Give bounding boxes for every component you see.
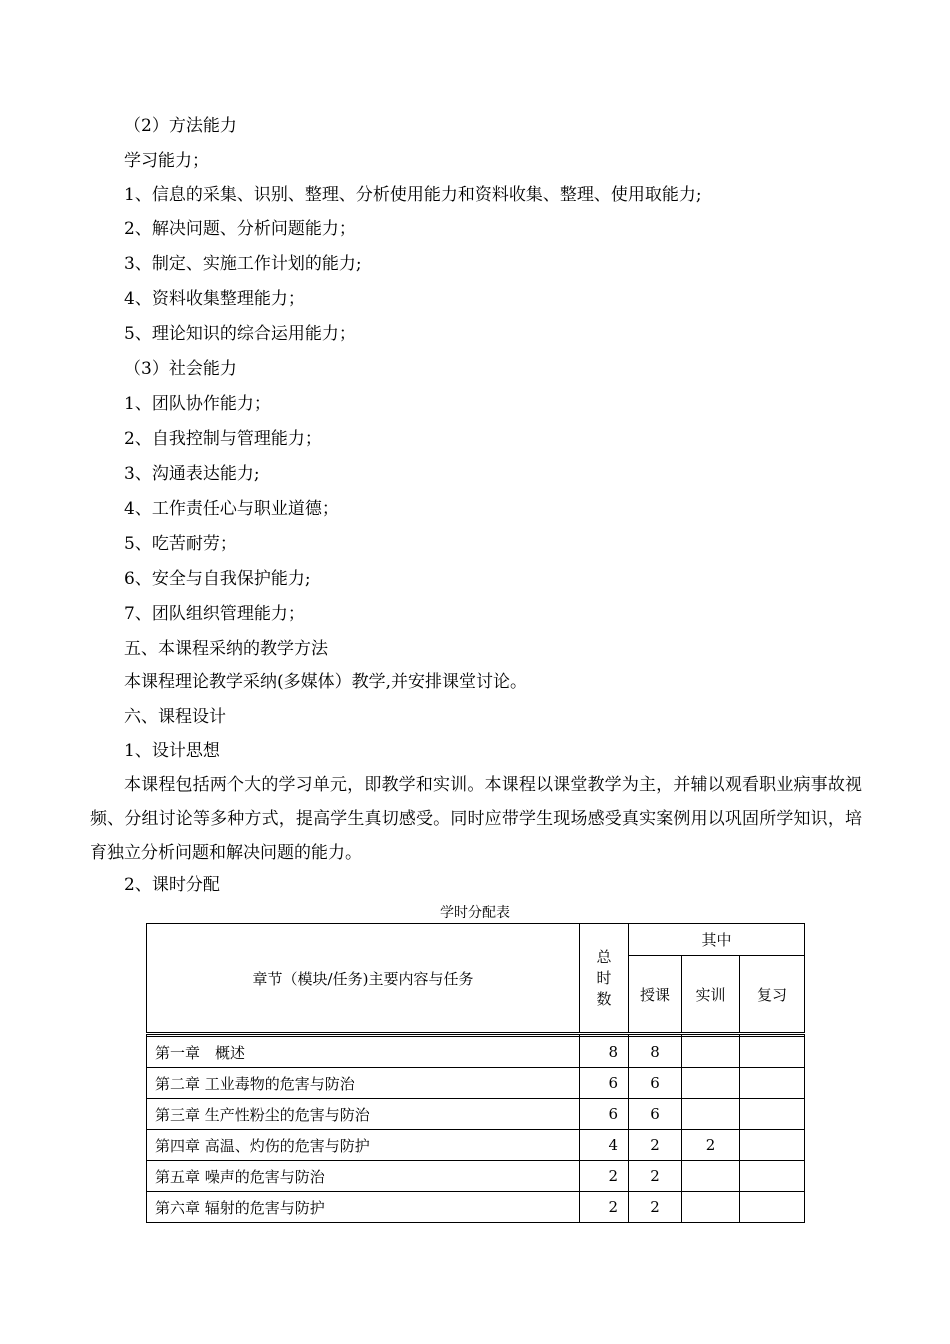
chapter-name: 第一章 概述 bbox=[147, 1037, 580, 1068]
list-item: 3、沟通表达能力; bbox=[124, 464, 260, 484]
list-item: 5、吃苦耐劳； bbox=[124, 534, 237, 554]
list-item: 1、信息的采集、识别、整理、分析使用能力和资料收集、整理、使用取能力; bbox=[124, 185, 702, 205]
lecture-hours: 6 bbox=[629, 1099, 682, 1130]
chapter-name: 第四章 高温、灼伤的危害与防护 bbox=[147, 1130, 580, 1161]
list-item: 3、制定、实施工作计划的能力; bbox=[124, 254, 362, 274]
header-review: 复习 bbox=[740, 956, 805, 1034]
table-row bbox=[147, 1037, 805, 1068]
list-item: 1、团队协作能力； bbox=[124, 394, 271, 414]
header-total-hours bbox=[580, 924, 629, 1034]
section-heading-course-design: 六、课程设计 bbox=[124, 707, 226, 727]
header-total-char: 数 bbox=[596, 989, 612, 1008]
lecture-hours: 8 bbox=[629, 1037, 682, 1068]
total-hours: 8 bbox=[580, 1037, 629, 1068]
table-caption: 学时分配表 bbox=[440, 905, 510, 921]
lecture-hours: 2 bbox=[629, 1130, 682, 1161]
lecture-hours: 2 bbox=[629, 1161, 682, 1192]
design-paragraph: 本课程包括两个大的学习单元，即教学和实训。本课程以课堂教学为主，并辅以观看职业病事故视频、分组讨论等多种方式，提高学生真切感受。同时应带学生现场感受真实案例用以巩固所学知识，培育独立分析问题和解决问题的能力。 bbox=[90, 775, 862, 863]
list-item: 6、安全与自我保护能力; bbox=[124, 569, 311, 589]
review-hours bbox=[740, 1068, 805, 1099]
section-heading-teaching-method: 五、本课程采纳的教学方法 bbox=[124, 639, 328, 659]
practice-hours: 2 bbox=[682, 1130, 740, 1161]
header-total-char: 总 bbox=[596, 947, 612, 966]
list-item: 学习能力； bbox=[124, 151, 209, 171]
table-row bbox=[147, 1068, 805, 1099]
review-hours bbox=[740, 1192, 805, 1223]
chapter-name: 第三章 生产性粉尘的危害与防治 bbox=[147, 1099, 580, 1130]
practice-hours bbox=[682, 1192, 740, 1223]
list-item: 5、理论知识的综合运用能力； bbox=[124, 324, 356, 344]
total-hours: 2 bbox=[580, 1161, 629, 1192]
total-hours: 4 bbox=[580, 1130, 629, 1161]
review-hours bbox=[740, 1130, 805, 1161]
subheading-design-idea: 1、设计思想 bbox=[124, 741, 220, 761]
table-row bbox=[147, 1192, 805, 1223]
teaching-method-text: 本课程理论教学采纳(多媒体）教学,并安排课堂讨论。 bbox=[124, 672, 528, 692]
review-hours bbox=[740, 1037, 805, 1068]
lecture-hours: 6 bbox=[629, 1068, 682, 1099]
header-total-char: 时 bbox=[596, 968, 612, 987]
total-hours: 6 bbox=[580, 1099, 629, 1130]
table-row bbox=[147, 1130, 805, 1161]
list-item: 7、团队组织管理能力； bbox=[124, 604, 305, 624]
lecture-hours: 2 bbox=[629, 1192, 682, 1223]
review-hours bbox=[740, 1099, 805, 1130]
chapter-name: 第五章 噪声的危害与防治 bbox=[147, 1161, 580, 1192]
list-item: 4、工作责任心与职业道德； bbox=[124, 499, 339, 519]
heading-social-ability: （3）社会能力 bbox=[124, 359, 237, 379]
practice-hours bbox=[682, 1161, 740, 1192]
table-row bbox=[147, 1161, 805, 1192]
practice-hours bbox=[682, 1037, 740, 1068]
header-of-which: 其中 bbox=[629, 924, 805, 956]
list-item: 2、自我控制与管理能力； bbox=[124, 429, 322, 449]
total-hours: 6 bbox=[580, 1068, 629, 1099]
subheading-hour-allocation: 2、课时分配 bbox=[124, 875, 220, 895]
header-lecture: 授课 bbox=[629, 956, 682, 1034]
chapter-name: 第六章 辐射的危害与防护 bbox=[147, 1192, 580, 1223]
total-hours: 2 bbox=[580, 1192, 629, 1223]
review-hours bbox=[740, 1161, 805, 1192]
chapter-name: 第二章 工业毒物的危害与防治 bbox=[147, 1068, 580, 1099]
heading-method-ability: （2）方法能力 bbox=[124, 116, 237, 136]
header-content: 章节（模块/任务)主要内容与任务 bbox=[147, 924, 580, 1034]
list-item: 4、资料收集整理能力； bbox=[124, 289, 305, 309]
list-item: 2、解决问题、分析问题能力； bbox=[124, 219, 356, 239]
practice-hours bbox=[682, 1099, 740, 1130]
practice-hours bbox=[682, 1068, 740, 1099]
header-practice: 实训 bbox=[682, 956, 740, 1034]
table-row bbox=[147, 1099, 805, 1130]
hour-allocation-table bbox=[146, 923, 805, 1223]
